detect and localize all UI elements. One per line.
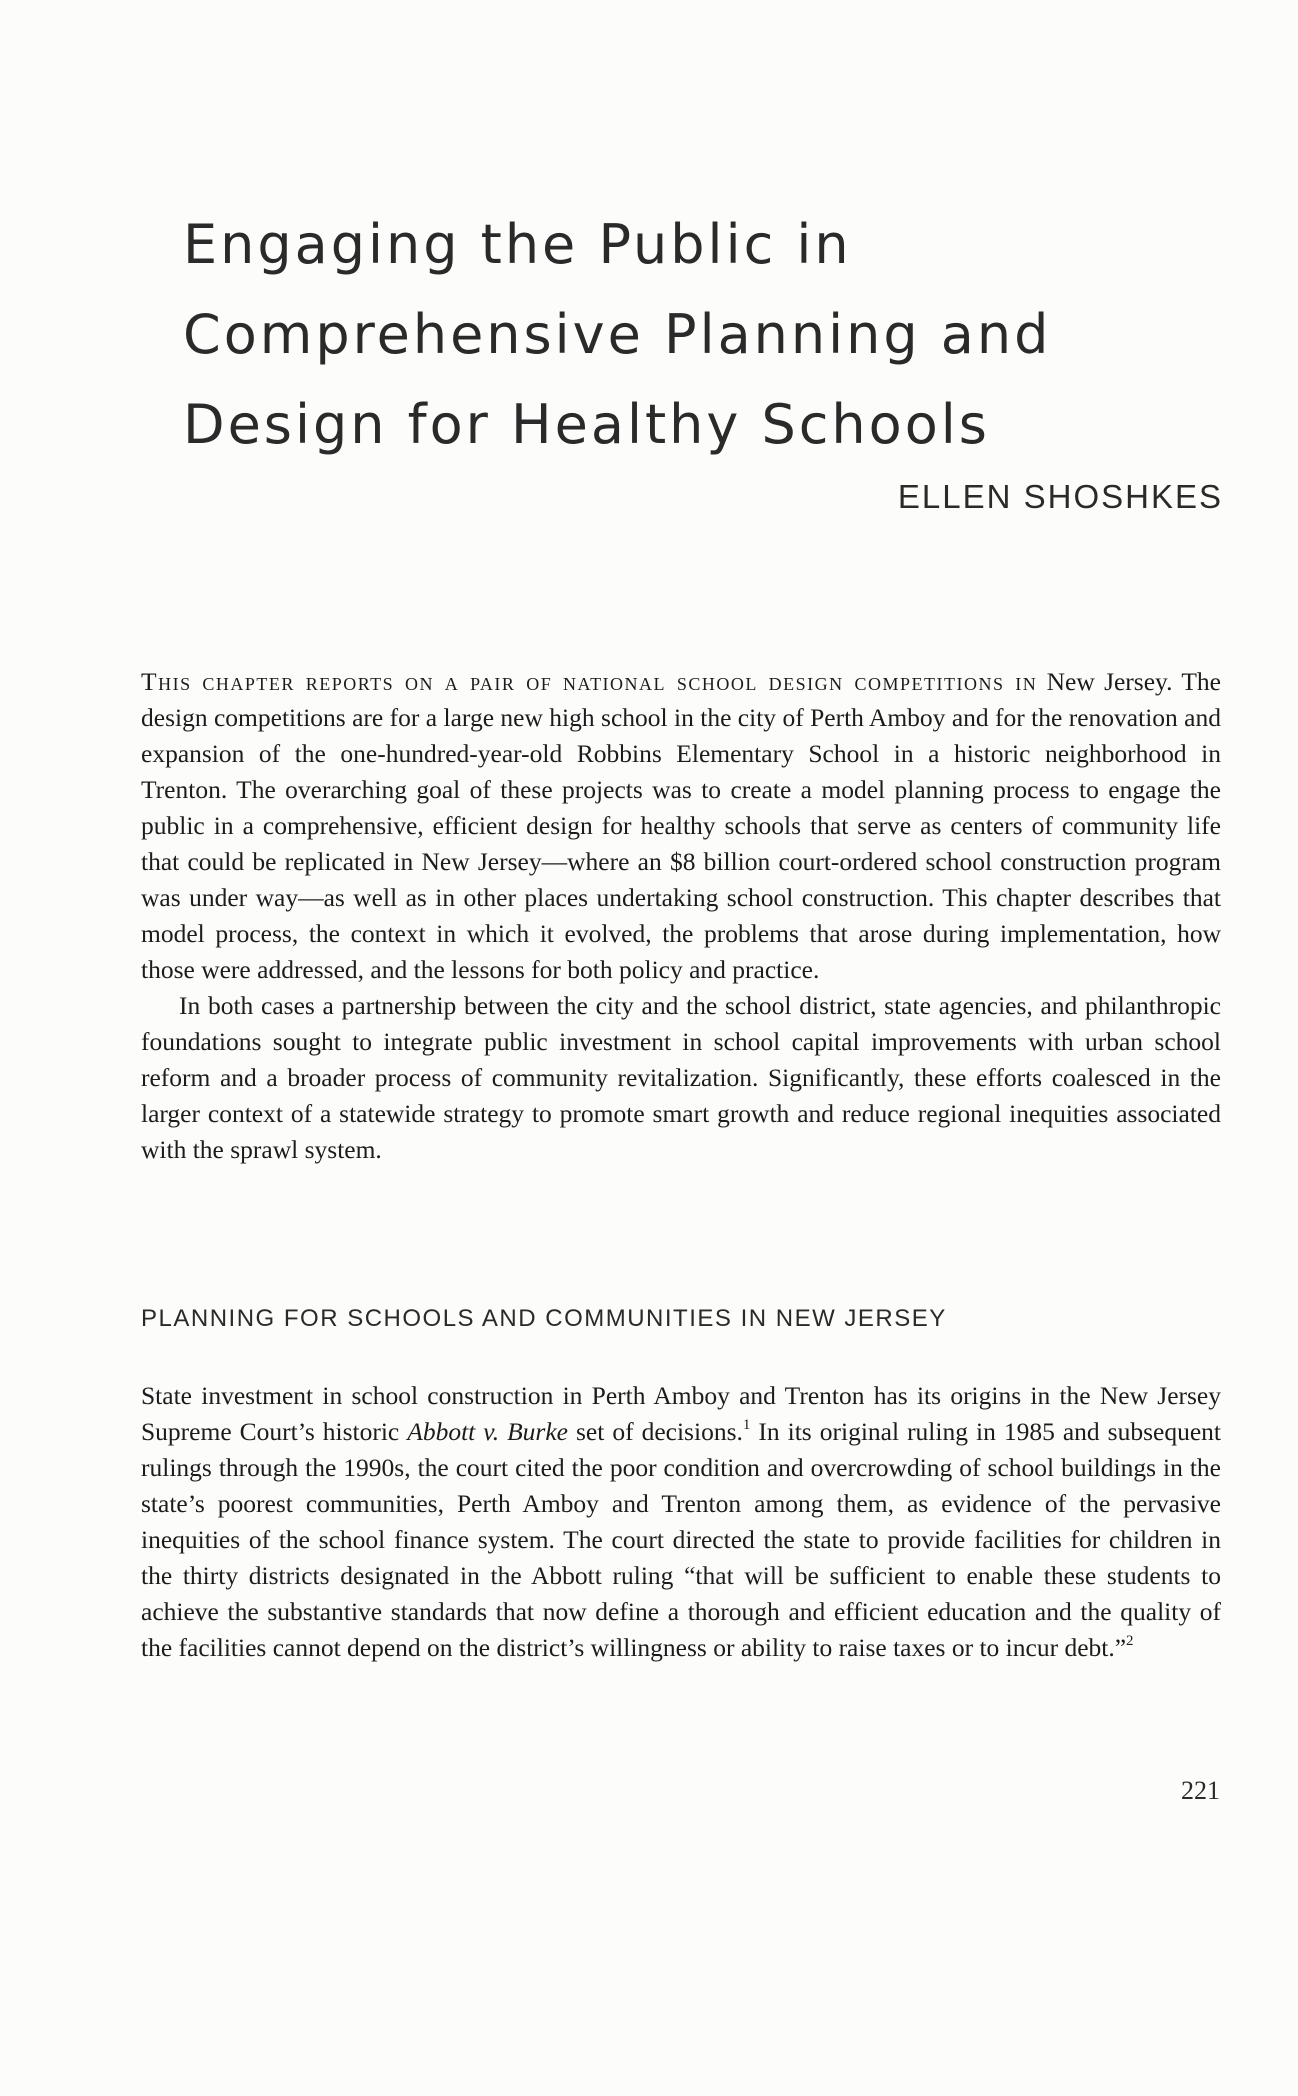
section-text xyxy=(141,1378,1221,1666)
section-paragraph-1-c: In its original ruling in 1985 and subsequent rulings through the 1990s, the court cited the poor condition and overcrowding of school buildings in the state’s poorest communities, Perth Amboy and Trenton among them, as evidence of the pervasive inequities of the school finance system. The court directed the state to provide facilities for children in the thirty districts designated in the Abbott ruling “that will be sufficient to enable these students to achieve the substantive standards that now define a thorough and efficient education and the quality of the facilities cannot depend on the district’s willingness or ability to raise taxes or to incur debt.” xyxy=(141,1417,1221,1662)
chapter-title-line-3: Design for Healthy Schools xyxy=(183,393,990,456)
intro-lead-smallcaps: This chapter reports on a pair of national school design competitions in xyxy=(141,667,1038,696)
chapter-title xyxy=(183,200,1183,470)
section-paragraph-1 xyxy=(141,1378,1221,1666)
intro-paragraph-2: In both cases a partnership between the city and the school district, state agencies, and philanthropic foundations sought to integrate public investment in school capital improvements with urban school reform and a broader process of community revitalization. Significantly, these efforts coalesced in the larger context of a statewide strategy to promote smart growth and reduce regional inequities associated with the sprawl system. xyxy=(141,991,1221,1164)
chapter-title-line-2: Comprehensive Planning and xyxy=(183,303,1052,366)
section-paragraph-1-a: State investment in school construction in Perth Amboy and Trenton has its origins in the New Jersey Supreme Court’s historic xyxy=(141,1381,1221,1446)
author-name: ELLEN SHOSHKES xyxy=(897,478,1223,515)
section-heading: PLANNING FOR SCHOOLS AND COMMUNITIES IN NEW JERSEY xyxy=(141,1305,947,1332)
intro-text xyxy=(141,664,1221,1168)
footnote-ref-2[interactable]: 2 xyxy=(1126,1632,1134,1649)
chapter-title-line-1: Engaging the Public in xyxy=(183,213,852,276)
case-name-burke: Burke xyxy=(507,1417,568,1446)
section-paragraph-1-b: set of decisions. xyxy=(567,1417,743,1446)
footnote-ref-1[interactable]: 1 xyxy=(742,1416,751,1433)
page-number: 221 xyxy=(1181,1776,1220,1805)
intro-paragraph-1-text: New Jersey. The design competitions are for a large new high school in the city of Perth Amboy and for the renovation and expansion of the one-hundred-year-old Robbins Elementary School in a historic neighborhood in Trenton. The overarching goal of these projects was to create a model planning process to engage the public in a comprehensive, efficient design for healthy schools that serve as centers of community life that could be replicated in New Jersey—where an $8 billion court-ordered school construction program was under way—as well as in other places undertaking school construction. This chapter describes that model process, the context in which it evolved, the problems that arose during implementation, how those were addressed, and the lessons for both policy and practice. xyxy=(141,667,1222,984)
intro-paragraph-1 xyxy=(141,664,1221,988)
case-name-abbott: Abbott v. xyxy=(407,1417,500,1446)
